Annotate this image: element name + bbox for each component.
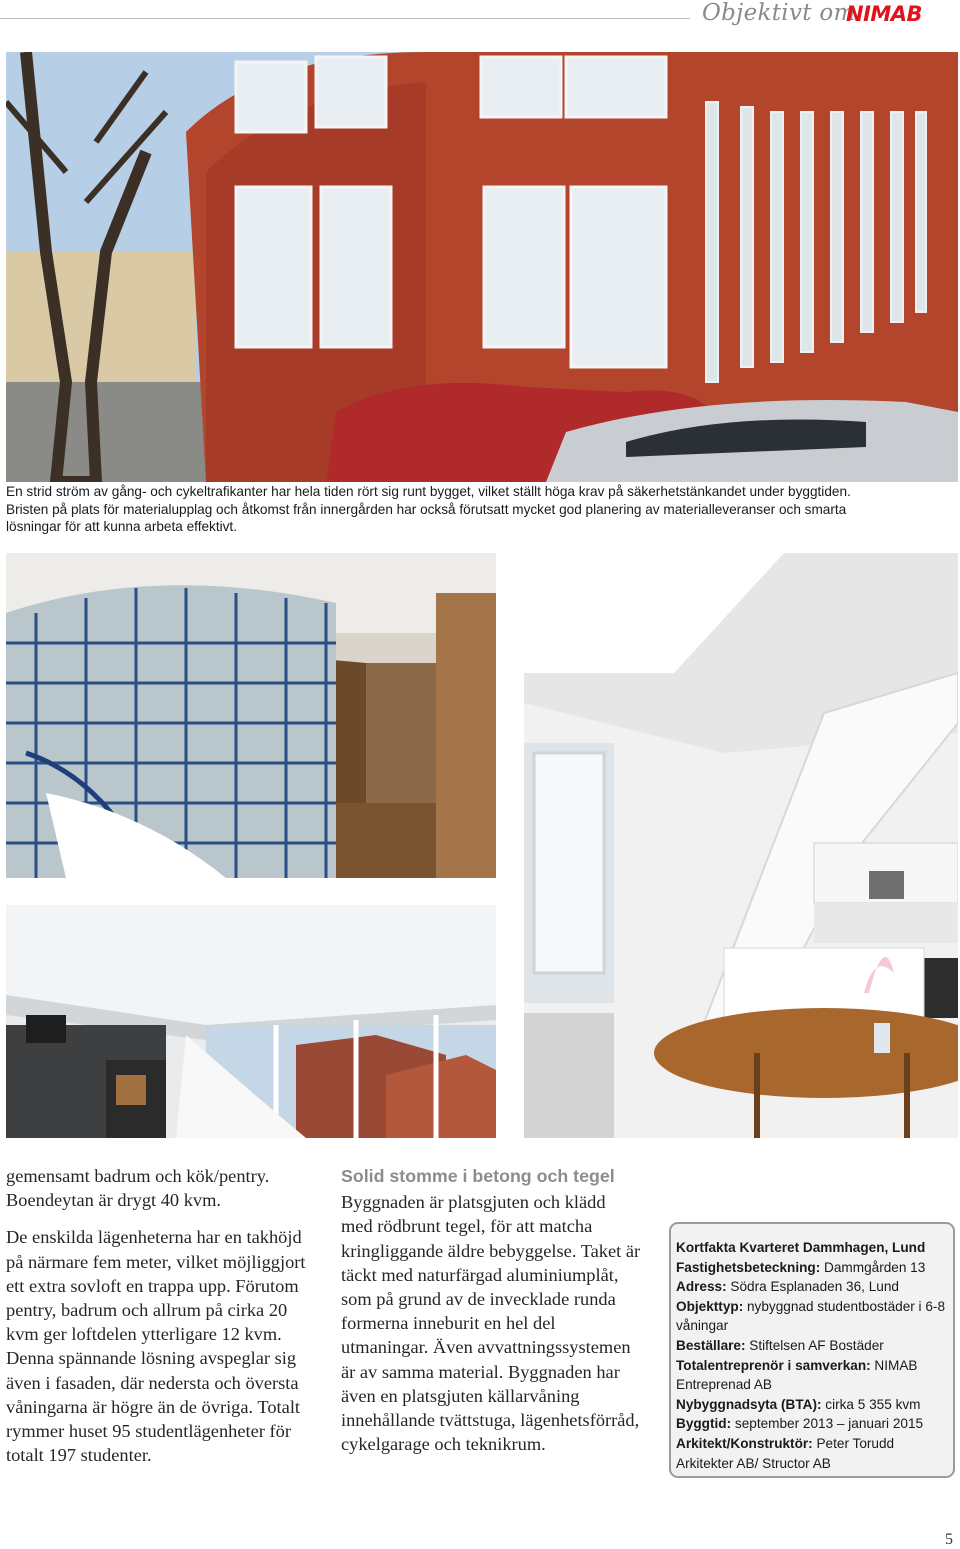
exterior-photo: [6, 52, 958, 482]
caption-line-3: lösningar för att kunna arbeta effektivt.: [6, 519, 237, 534]
fact-label: Byggtid:: [676, 1416, 732, 1432]
fact-value: september 2013 – januari 2015: [731, 1416, 924, 1432]
fact-label: Totalentreprenör i samverkan:: [676, 1357, 871, 1373]
fact-value: Peter Torudd Arkitekter AB/ Structor AB: [676, 1435, 895, 1471]
header-rule: [0, 18, 690, 19]
fact-value: Södra Esplanaden 36, Lund: [726, 1279, 899, 1295]
fact-value: cirka 5 355 kvm: [821, 1396, 921, 1412]
fact-row: [676, 1434, 947, 1473]
fact-row: [676, 1258, 947, 1278]
facts-box: [669, 1222, 955, 1478]
column2-paragraph-1: Byggnaden är platsgjuten och klädd med rödbrunt tegel, för att matcha kringliggande äldre bebyggelse. Taket är täckt med naturfärgad aluminiumplåt, som på grund av de invecklade runda formerna inneburit en hel del utmaningar. Även avvattningssystemen är av samma material. Byggnaden har även en platsgjuten källarvåning innehållande tvättstuga, lägenhetsförråd, cykelgarage och teknikrum.: [341, 1192, 641, 1455]
fact-row: [676, 1395, 947, 1415]
facts-title: Kortfakta Kvarteret Dammhagen, Lund: [676, 1240, 926, 1255]
fact-label: Nybyggnadsyta (BTA):: [676, 1396, 822, 1412]
loft-room-photo: [6, 905, 496, 1138]
fact-row: [676, 1414, 947, 1434]
fact-label: Fastighetsbeteckning:: [676, 1259, 821, 1275]
column1-paragraph-2: De enskilda lägenheterna har en takhöjd på närmare fem meter, vilket möjliggjort ett extra sovloft en trappa upp. Förutom pentry, badrum och allrum på cirka 20 kvm ger loftdelen ytterligare 12 kvm. Denna spännande lösning avspeglar sig även i fasaden, där nedersta och översta våningarna är högre än de övriga. Totalt rymmer huset 95 studentlägenheter för totalt 197 studenter.: [6, 1227, 306, 1466]
nimab-logo: NIMAB: [846, 2, 923, 26]
article-column-1: [6, 1164, 306, 1480]
fact-label: Arkitekt/Konstruktör:: [676, 1435, 813, 1451]
fact-label: Adress:: [676, 1279, 727, 1295]
fact-row: [676, 1277, 947, 1297]
caption-line-1: En strid ström av gång- och cykeltrafikanter har hela tiden rört sig runt bygget, vilket ställt höga krav på säkerhetstänkandet under byggtiden.: [6, 484, 851, 499]
glass-corridor-photo: [6, 553, 496, 878]
fact-row: [676, 1297, 947, 1336]
article-column-2: [341, 1164, 641, 1469]
header-title: Objektivt om: [702, 0, 856, 26]
fact-row: [676, 1336, 947, 1356]
column2-heading: Solid stomme i betong och tegel: [341, 1166, 615, 1186]
fact-label: Objekttyp:: [676, 1298, 744, 1314]
fact-value: Stiftelsen AF Bostäder: [745, 1337, 884, 1353]
caption-line-2: Bristen på plats för materialupplag och åtkomst från innergården har också förutsatt mycket god planering av materialleveranser och smarta: [6, 501, 847, 517]
page-number: 5: [945, 1531, 953, 1548]
fact-label: Beställare:: [676, 1337, 746, 1353]
loft-stair-photo: [524, 553, 958, 1138]
fact-value: nybyggnad studentbostäder i 6-8 våningar: [676, 1298, 946, 1334]
photo-caption-main: [6, 483, 958, 536]
fact-value: NIMAB Entreprenad AB: [676, 1357, 918, 1393]
fact-value: Dammgården 13: [820, 1259, 926, 1275]
column1-paragraph-1: gemensamt badrum och kök/pentry. Boendeytan är drygt 40 kvm.: [6, 1166, 270, 1211]
fact-row: [676, 1356, 947, 1395]
